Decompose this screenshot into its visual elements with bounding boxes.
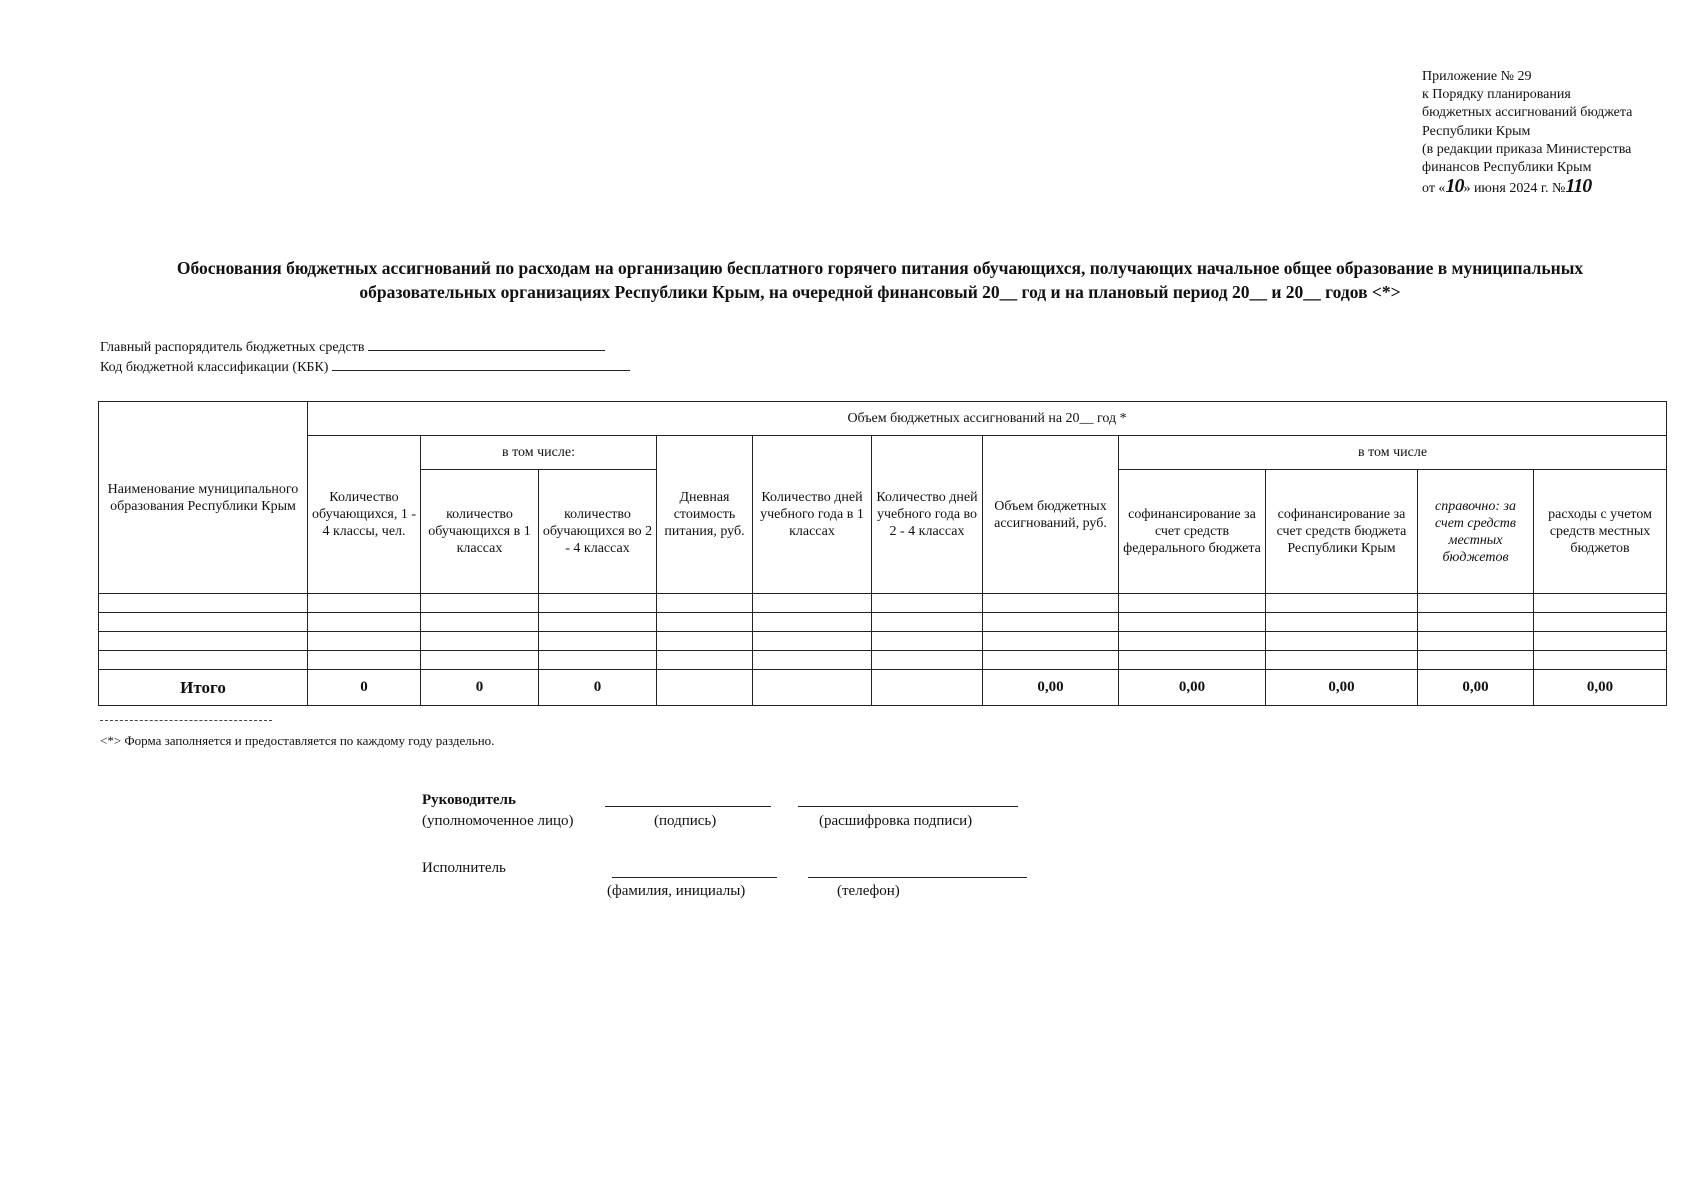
table-cell[interactable]: [983, 594, 1119, 613]
table-cell[interactable]: [421, 651, 539, 670]
table-cell[interactable]: [308, 594, 421, 613]
table-cell[interactable]: [421, 594, 539, 613]
table-cell[interactable]: [539, 594, 657, 613]
table-cell[interactable]: [1266, 594, 1418, 613]
total-students: 0: [308, 670, 421, 706]
table-cell[interactable]: [539, 651, 657, 670]
table-cell[interactable]: [99, 632, 308, 651]
table-cell[interactable]: [983, 632, 1119, 651]
distributor-label: Главный распорядитель бюджетных средств: [100, 340, 365, 355]
table-cell[interactable]: [539, 613, 657, 632]
date-middle: » июня 2024 г. №: [1463, 181, 1566, 197]
handwritten-number: 110: [1565, 175, 1592, 198]
table-cell[interactable]: [872, 632, 983, 651]
table-row: [99, 613, 1667, 632]
title-line-1: Обоснования бюджетных ассигнований по расходам на организацию бесплатного горячего питания обучающихся, получающих начальное общее образование в муниципальных: [176, 258, 1584, 278]
table-cell[interactable]: [983, 651, 1119, 670]
document-title: [100, 256, 1660, 304]
table-cell[interactable]: [1534, 613, 1667, 632]
table-cell[interactable]: [539, 632, 657, 651]
executor-name-line[interactable]: [612, 877, 777, 878]
table-cell[interactable]: [1418, 594, 1534, 613]
footnote-separator: [100, 720, 272, 721]
table-cell[interactable]: [1534, 594, 1667, 613]
table-cell[interactable]: [308, 632, 421, 651]
decoding-caption: (расшифровка подписи): [819, 813, 973, 829]
executor-label: Исполнитель: [422, 860, 506, 876]
table-cell[interactable]: [753, 594, 872, 613]
table-cell[interactable]: [99, 651, 308, 670]
head-label: Руководитель: [422, 792, 516, 808]
table-cell[interactable]: [1119, 594, 1266, 613]
executor-phone-line[interactable]: [808, 877, 1027, 878]
name-caption: (фамилия, инициалы): [607, 883, 746, 899]
local-reference-header: справочно: за счет средств местных бюджетов: [1418, 470, 1534, 594]
table-cell[interactable]: [983, 613, 1119, 632]
table-cell[interactable]: [1418, 651, 1534, 670]
kbk-field: [100, 358, 630, 376]
appendix-line: (в редакции приказа Министерства: [1422, 141, 1632, 157]
total-cofin-federal: 0,00: [1119, 670, 1266, 706]
title-line-2: образовательных организациях Республики Крым, на очередной финансовый 20__ год и на плановый период 20__ и 20__ годов <*>: [359, 282, 1401, 302]
kbk-input-line[interactable]: [332, 358, 630, 371]
total-cofin-republic: 0,00: [1266, 670, 1418, 706]
table-cell[interactable]: [657, 613, 753, 632]
appendix-line: Приложение № 29: [1422, 69, 1532, 84]
cofin-federal-header: софинансирование за счет средств федерального бюджета: [1119, 470, 1266, 594]
table-cell[interactable]: [308, 651, 421, 670]
table-cell[interactable]: [753, 613, 872, 632]
phone-caption: (телефон): [837, 883, 900, 899]
appropriations-table: [98, 401, 1667, 706]
table-cell[interactable]: [1534, 632, 1667, 651]
total-volume: 0,00: [983, 670, 1119, 706]
signature-decoding-line[interactable]: [798, 806, 1018, 807]
including-header-right: в том числе: [1119, 436, 1667, 470]
table-cell[interactable]: [421, 632, 539, 651]
total-days-grade2-4: [872, 670, 983, 706]
total-local-reference: 0,00: [1418, 670, 1534, 706]
total-days-grade1: [753, 670, 872, 706]
table-cell[interactable]: [1534, 651, 1667, 670]
appendix-date-line: [1422, 177, 1632, 198]
total-students-grade1: 0: [421, 670, 539, 706]
table-cell[interactable]: [872, 594, 983, 613]
table-cell[interactable]: [1418, 632, 1534, 651]
table-cell[interactable]: [657, 632, 753, 651]
table-cell[interactable]: [657, 651, 753, 670]
total-label: Итого: [99, 670, 308, 706]
table-cell[interactable]: [1266, 632, 1418, 651]
kbk-label: Код бюджетной классификации (КБК): [100, 360, 329, 375]
cofin-republic-header: софинансирование за счет средств бюджета Республики Крым: [1266, 470, 1418, 594]
table-cell[interactable]: [753, 651, 872, 670]
head-sublabel: (уполномоченное лицо): [422, 813, 574, 829]
table-cell[interactable]: [1119, 613, 1266, 632]
table-cell[interactable]: [1119, 651, 1266, 670]
table-cell[interactable]: [1119, 632, 1266, 651]
students-grade1-header: количество обучающихся в 1 классах: [421, 470, 539, 594]
students-total-header: Количество обучающихся, 1 - 4 классы, чел.: [308, 436, 421, 594]
table-cell[interactable]: [657, 594, 753, 613]
total-daily-cost: [657, 670, 753, 706]
students-grade2-4-header: количество обучающихся во 2 - 4 классах: [539, 470, 657, 594]
signature-line[interactable]: [605, 806, 771, 807]
distributor-field: [100, 338, 605, 356]
daily-cost-header: Дневная стоимость питания, руб.: [657, 436, 753, 594]
appendix-line: финансов Республики Крым: [1422, 160, 1592, 176]
total-row: [99, 670, 1667, 706]
total-students-grade2-4: 0: [539, 670, 657, 706]
handwritten-day: 10: [1445, 175, 1464, 198]
signature-caption: (подпись): [654, 813, 717, 829]
appendix-block: [1422, 68, 1632, 198]
table-cell[interactable]: [872, 651, 983, 670]
table-cell[interactable]: [1266, 613, 1418, 632]
table-cell[interactable]: [99, 613, 308, 632]
appendix-line: Республики Крым: [1422, 123, 1531, 139]
total-local-expenses: 0,00: [1534, 670, 1667, 706]
municipality-name-header: Наименование муниципального образования Республики Крым: [99, 402, 308, 594]
table-cell[interactable]: [872, 613, 983, 632]
table-row: [99, 651, 1667, 670]
volume-header: Объем бюджетных ассигнований, руб.: [983, 436, 1119, 594]
table-row: [99, 594, 1667, 613]
appendix-line: бюджетных ассигнований бюджета: [1422, 105, 1633, 121]
table-cell[interactable]: [308, 613, 421, 632]
table-cell[interactable]: [99, 594, 308, 613]
appendix-line: к Порядку планирования: [1422, 87, 1571, 103]
including-header-left: в том числе:: [421, 436, 657, 470]
table-cell[interactable]: [421, 613, 539, 632]
table-cell[interactable]: [1266, 651, 1418, 670]
days-grade1-header: Количество дней учебного года в 1 классах: [753, 436, 872, 594]
table-cell[interactable]: [1418, 613, 1534, 632]
table-row: [99, 632, 1667, 651]
footnote: <*> Форма заполняется и предоставляется по каждому году раздельно.: [100, 733, 495, 748]
group-header: Объем бюджетных ассигнований на 20__ год *: [308, 402, 1667, 436]
local-expenses-header: расходы с учетом средств местных бюджетов: [1534, 470, 1667, 594]
days-grade2-4-header: Количество дней учебного года во 2 - 4 классах: [872, 436, 983, 594]
distributor-input-line[interactable]: [368, 338, 605, 351]
date-prefix: от «: [1422, 181, 1446, 197]
table-cell[interactable]: [753, 632, 872, 651]
